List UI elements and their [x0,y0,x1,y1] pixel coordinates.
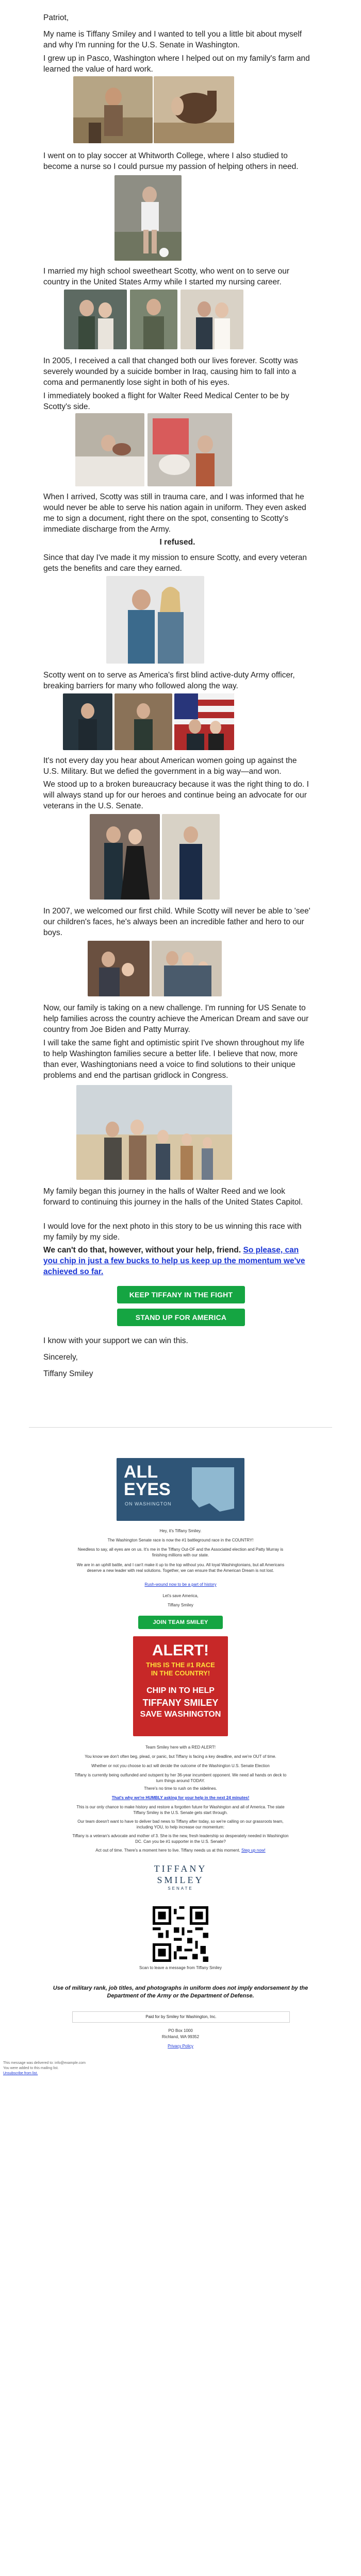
alert-line2: IN THE COUNTRY! [151,1669,210,1677]
unsubscribe-link[interactable]: Unsubscribe from list. [3,2072,38,2075]
paragraph-college: I went on to play soccer at Whitworth College, where I also studied to become a nurse so I could pursue my passion of helping others in need. [43,151,299,171]
childhood-farm-photo [73,76,153,143]
alert-banner [133,1636,228,1736]
third-p9 [72,1848,289,1853]
military-disclaimer: Use of military rank, job titles, and photographs in uniform does not imply endorsement by the Department of the Army or the Department of Defense. [53,1985,308,1999]
third-p1: Team Smiley here with a RED ALERT! [145,1745,216,1750]
family-beach-photo [76,1085,232,1180]
hospital-photo-2 [147,413,232,486]
alert-title: ALERT! [152,1642,209,1659]
second-link[interactable]: Rush-wound now to be a part of history [144,1582,217,1587]
address-line1: PO Box 1000 [168,2028,193,2033]
third-p8: Tiffany is a veteran's advocate and mother of 3. She is the new, fresh leadership so desperately needed in Washington DC. Can you be #1 supporter in the U.S. Senate? [72,1834,289,1844]
banner-washington: ON WASHINGTON [125,1501,172,1506]
ceremony-photo-1 [63,693,112,750]
third-p2: You know we don't often beg, plead, or panic, but Tiffany is facing a key deadline, and we're OUT of time. [85,1754,276,1759]
qr-code-graphic [153,1906,208,1962]
paragraph-childhood: I grew up in Pasco, Washington where I helped out on my family's farm and learned the value of hard work. [43,54,310,74]
third-p4: Tiffany is currently being outfunded and outspent by her 36-year incumbent opponent. We need all hands on deck to turn things around TODAY. [74,1773,287,1783]
second-p2: Needless to say, all eyes are on us. It's me in the Tiffany Out-OF and the Associated election and Patty Murray is finishing millions with our state. [77,1547,284,1557]
alert-line3: CHIP IN TO HELP [146,1686,215,1695]
third-p3: Whether or not you choose to act will decide the outcome of the Washington U.S. Senate Election [91,1764,270,1768]
footer-delivered: This message was delivered to: info@example.com [3,2061,86,2065]
couple-photo-2 [180,290,243,349]
paragraph-marriage: I married my high school sweetheart Scotty, who went on to serve our country in the United States Army while I started my nursing career. [43,267,289,286]
paragraph-intro: My name is Tiffany Smiley and I wanted to tell you a little bit about myself and why I'm running for the U.S. Senate in Washington. [43,30,302,49]
third-p6: This is our only chance to make history and restore a forgotten future for Washington and all of America. The state Tiffany Smiley is the U.S. Senate gets start through. [76,1805,285,1815]
closing: Sincerely, [43,1353,78,1362]
flag-ceremony-photo [174,693,234,750]
keep-tiffany-button[interactable]: KEEP TIFFANY IN THE FIGHT [117,1286,245,1303]
farm-horse-photo [154,76,234,143]
signature: Tiffany Smiley [43,1369,93,1378]
formal-couple-photo [90,814,160,900]
second-p1: The Washington Senate race is now the #1 battleground race in the COUNTRY! [107,1538,254,1543]
donate-lead: We can't do that, however, without your help, friend. [43,1246,241,1255]
dress-uniform-photo [162,814,220,900]
refused-statement: I refused. [159,538,195,547]
paragraph-new-challenge: Now, our family is taking on a new challenge. I'm running for US Senate to help families across the country achieve the American Dream and save our country from Joe Biden and Patty Murray. [43,1004,309,1034]
paid-for-text: Paid for by Smiley for Washington, Inc. [145,2014,217,2019]
smiley-logo [144,1863,217,1896]
donate-link[interactable]: So please, can you chip in just a few bucks to help us keep up the momentum we've achieved so far. [43,1246,305,1276]
footer-added: You were added to this mailing list. [3,2066,59,2070]
second-sig: Tiffany Smiley [168,1603,193,1607]
paragraph-donate [43,1245,311,1277]
address-line2: Richland, WA 99352 [161,2035,200,2039]
army-shirts-photo [106,576,204,664]
paid-for-box [72,2011,290,2023]
family-kids-photo-2 [152,941,222,996]
stand-up-button[interactable]: STAND UP FOR AMERICA [117,1309,245,1326]
paragraph-injury: In 2005, I received a call that changed both our lives forever. Scotty was severely wounded by a suicide bomber in Iraq, causing him to fall into a coma and permanently lose sight in both of his eyes. [43,357,298,387]
paragraph-journey: My family began this journey in the halls of Walter Reed and we look forward to continuing this journey in the halls of the United States Capitol. [43,1187,303,1207]
logo-name-2: SMILEY [157,1875,204,1885]
paragraph-advocate: We stood up to a broken bureaucracy because it was the right thing to do. I will always stand up for our heroes and continue being an advocate for our veterans in the U.S. Senate. [43,780,309,810]
couple-photo-1 [64,290,127,349]
qr-code[interactable] [153,1906,208,1962]
family-kids-photo-1 [88,941,150,996]
join-team-button[interactable]: JOIN TEAM SMILEY [138,1616,223,1629]
third-p7: Our team doesn't want to have to deliver bad news to Tiffany after today, so we're calling on our grassroots team, including YOU, to help increase our momentum: [77,1819,284,1829]
logo-tag: SENATE [168,1886,193,1891]
paragraph-trauma: When I arrived, Scotty was still in trauma care, and I was informed that he would never be able to serve his nation again in uniform. They even asked me to sign a document, right there on the spot, consenting to Scotty's immediate discharge from the Army. [43,493,306,534]
second-p3: We are in an uphill battle, and I can't make it up to the top without you. All loyal Washingtonians, but all Americans deserve a new leader with real solutions. Together, we can ensure that the American Dream is not lost. [76,1563,285,1573]
paragraph-first-blind-officer: Scotty went on to serve as America's first blind active-duty Army officer, breaking barriers for many who followed along the way. [43,671,295,690]
paragraph-mission: Since that day I've made it my mission to ensure Scotty, and every veteran gets the benefits and care they earned. [43,553,307,573]
paragraph-support: I know with your support we can win this. [43,1336,188,1345]
paragraph-next-photo: I would love for the next photo in this story to be us winning this race with my family by my side. [43,1222,302,1242]
all-eyes-banner [117,1458,244,1521]
privacy-link[interactable]: Privacy Policy [168,2044,193,2048]
paragraph-optimistic-spirit: I will take the same fight and optimistic spirit I've shown throughout my life to help Washington families secure a better life. I believe that now, more than ever, Washingtonians need a voice to find solutions to their unique problems and end the partisan gridlock in Congress. [43,1039,305,1080]
section-divider [29,1427,332,1428]
qr-caption: Scan to leave a message from Tiffany Smiley [139,1965,222,1970]
ceremony-photo-2 [114,693,172,750]
logo-name: TIFFANY [154,1863,207,1874]
college-soccer-photo [114,175,182,261]
alert-line1: THIS IS THE #1 RACE [146,1661,215,1669]
hospital-photo-1 [75,413,144,486]
step-up-link[interactable]: Step up now! [241,1848,266,1853]
third-link[interactable]: That's why we're HUMBLY asking for your help in the next 24 minutes! [111,1795,250,1800]
salutation: Patriot, [43,13,69,22]
alert-line4: TIFFANY SMILEY [142,1698,219,1708]
third-p9-text: Act out of time. There's a moment here to live. Tiffany needs us at this moment. [95,1848,240,1853]
banner-eyes: EYES [124,1480,171,1499]
banner-all: ALL [124,1462,158,1482]
paragraph-defied-government: It's not every day you hear about American women going up against the U.S. Military. But we defied the government in a big way—and won. [43,756,297,776]
third-p5: There's no time to rush on the sidelines. [144,1786,217,1791]
second-p4: Let's save America, [162,1594,199,1598]
paragraph-first-child: In 2007, we welcomed our first child. While Scotty will never be able to 'see' our children's faces, he's always been an incredible father and hero to our boys. [43,907,310,937]
paragraph-flight: I immediately booked a flight for Walter Reed Medical Center to be by Scotty's side. [43,392,289,411]
alert-line5: SAVE WASHINGTON [140,1710,221,1719]
second-greeting: Hey, it's Tiffany Smiley. [159,1529,202,1533]
army-uniform-photo [130,290,177,349]
